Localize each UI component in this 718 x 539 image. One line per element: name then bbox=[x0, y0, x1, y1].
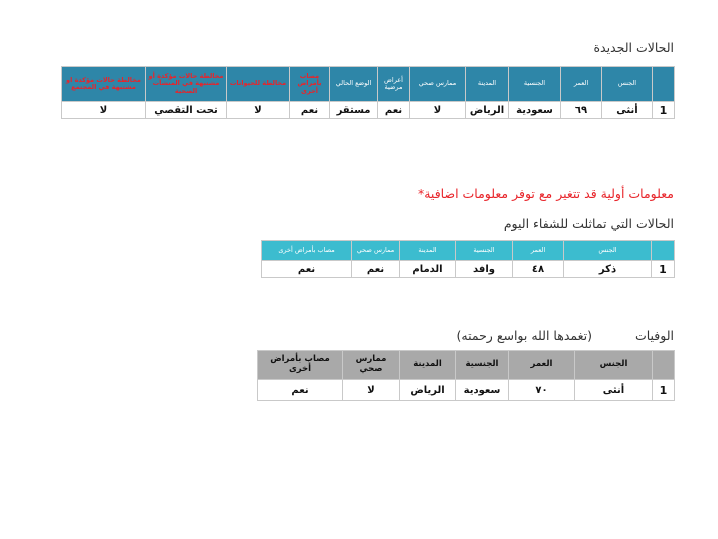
header-index bbox=[653, 67, 675, 102]
cell-city: الرياض bbox=[400, 380, 456, 401]
new-cases-title: الحالات الجديدة bbox=[593, 40, 674, 55]
cell-other-diseases: نعم bbox=[258, 380, 343, 401]
recovered-table bbox=[261, 240, 675, 278]
cell-age: ٦٩ bbox=[561, 102, 602, 119]
header-community-contact: مخالطة حالات مؤكدة او مشتبهة في المجتمع bbox=[62, 67, 146, 102]
cell-city: الرياض bbox=[466, 102, 509, 119]
header-other-diseases: مصاب بأمراض أخرى bbox=[262, 241, 352, 261]
header-age: العمر bbox=[509, 351, 575, 380]
new-cases-table bbox=[61, 66, 675, 119]
header-age: العمر bbox=[561, 67, 602, 102]
header-symptoms: أعراض مرضية bbox=[378, 67, 410, 102]
header-health-worker: ممارس صحي bbox=[352, 241, 400, 261]
cell-age: ٤٨ bbox=[513, 261, 564, 278]
cell-nationality: سعودية bbox=[456, 380, 509, 401]
deaths-table bbox=[257, 350, 675, 401]
cell-symptoms: نعم bbox=[378, 102, 410, 119]
header-city: المدينة bbox=[400, 351, 456, 380]
cell-health-worker: نعم bbox=[352, 261, 400, 278]
cell-city: الدمام bbox=[400, 261, 456, 278]
cell-index: 1 bbox=[653, 102, 675, 119]
header-index bbox=[653, 351, 675, 380]
cell-gender: أنثى bbox=[602, 102, 653, 119]
header-health-worker: ممارس صحي bbox=[410, 67, 466, 102]
header-health-worker: ممارس صحي bbox=[343, 351, 400, 380]
cell-nationality: سعودية bbox=[509, 102, 561, 119]
cell-nationality: وافد bbox=[456, 261, 513, 278]
table-header-row bbox=[258, 351, 675, 380]
cell-index: 1 bbox=[653, 380, 675, 401]
header-gender: الجنس bbox=[602, 67, 653, 102]
cell-health-worker: لا bbox=[410, 102, 466, 119]
deaths-subtitle: (تغمدها الله بواسع رحمته) bbox=[456, 328, 592, 343]
cell-gender: أنثى bbox=[575, 380, 653, 401]
disclaimer-note: معلومات أولية قد تتغير مع توفر معلومات اضافية* bbox=[417, 186, 674, 201]
table-header-row bbox=[262, 241, 675, 261]
header-gender: الجنس bbox=[564, 241, 652, 261]
header-city: المدينة bbox=[400, 241, 456, 261]
header-other-diseases: مصاب بأمراض أخرى bbox=[258, 351, 343, 380]
header-current-status: الوضع الحالي bbox=[330, 67, 378, 102]
cell-facility-contact: تحت التقصي bbox=[146, 102, 227, 119]
header-gender: الجنس bbox=[575, 351, 653, 380]
header-nationality: الجنسية bbox=[456, 241, 513, 261]
table-header-row bbox=[62, 67, 675, 102]
header-index bbox=[652, 241, 675, 261]
header-age: العمر bbox=[513, 241, 564, 261]
cell-animal-contact: لا bbox=[227, 102, 290, 119]
header-nationality: الجنسية bbox=[509, 67, 561, 102]
table-row bbox=[62, 102, 675, 119]
deaths-title: الوفيات bbox=[634, 328, 674, 343]
cell-other-diseases: نعم bbox=[262, 261, 352, 278]
recovered-title: الحالات التي تماثلت للشفاء اليوم bbox=[503, 216, 674, 231]
table-row bbox=[262, 261, 675, 278]
cell-community-contact: لا bbox=[62, 102, 146, 119]
cell-index: 1 bbox=[652, 261, 675, 278]
header-city: المدينة bbox=[466, 67, 509, 102]
cell-current-status: مستقر bbox=[330, 102, 378, 119]
cell-age: ٧٠ bbox=[509, 380, 575, 401]
header-facility-contact: مخالطة حالات مؤكدة أو مشتبهة في المنشآت الصحية bbox=[146, 67, 227, 102]
table-row bbox=[258, 380, 675, 401]
header-other-diseases: مصاب بأمراض أخرى bbox=[290, 67, 330, 102]
cell-health-worker: لا bbox=[343, 380, 400, 401]
cell-gender: ذكر bbox=[564, 261, 652, 278]
cell-other-diseases: نعم bbox=[290, 102, 330, 119]
header-animal-contact: مخالطة للحيوانات bbox=[227, 67, 290, 102]
header-nationality: الجنسية bbox=[456, 351, 509, 380]
